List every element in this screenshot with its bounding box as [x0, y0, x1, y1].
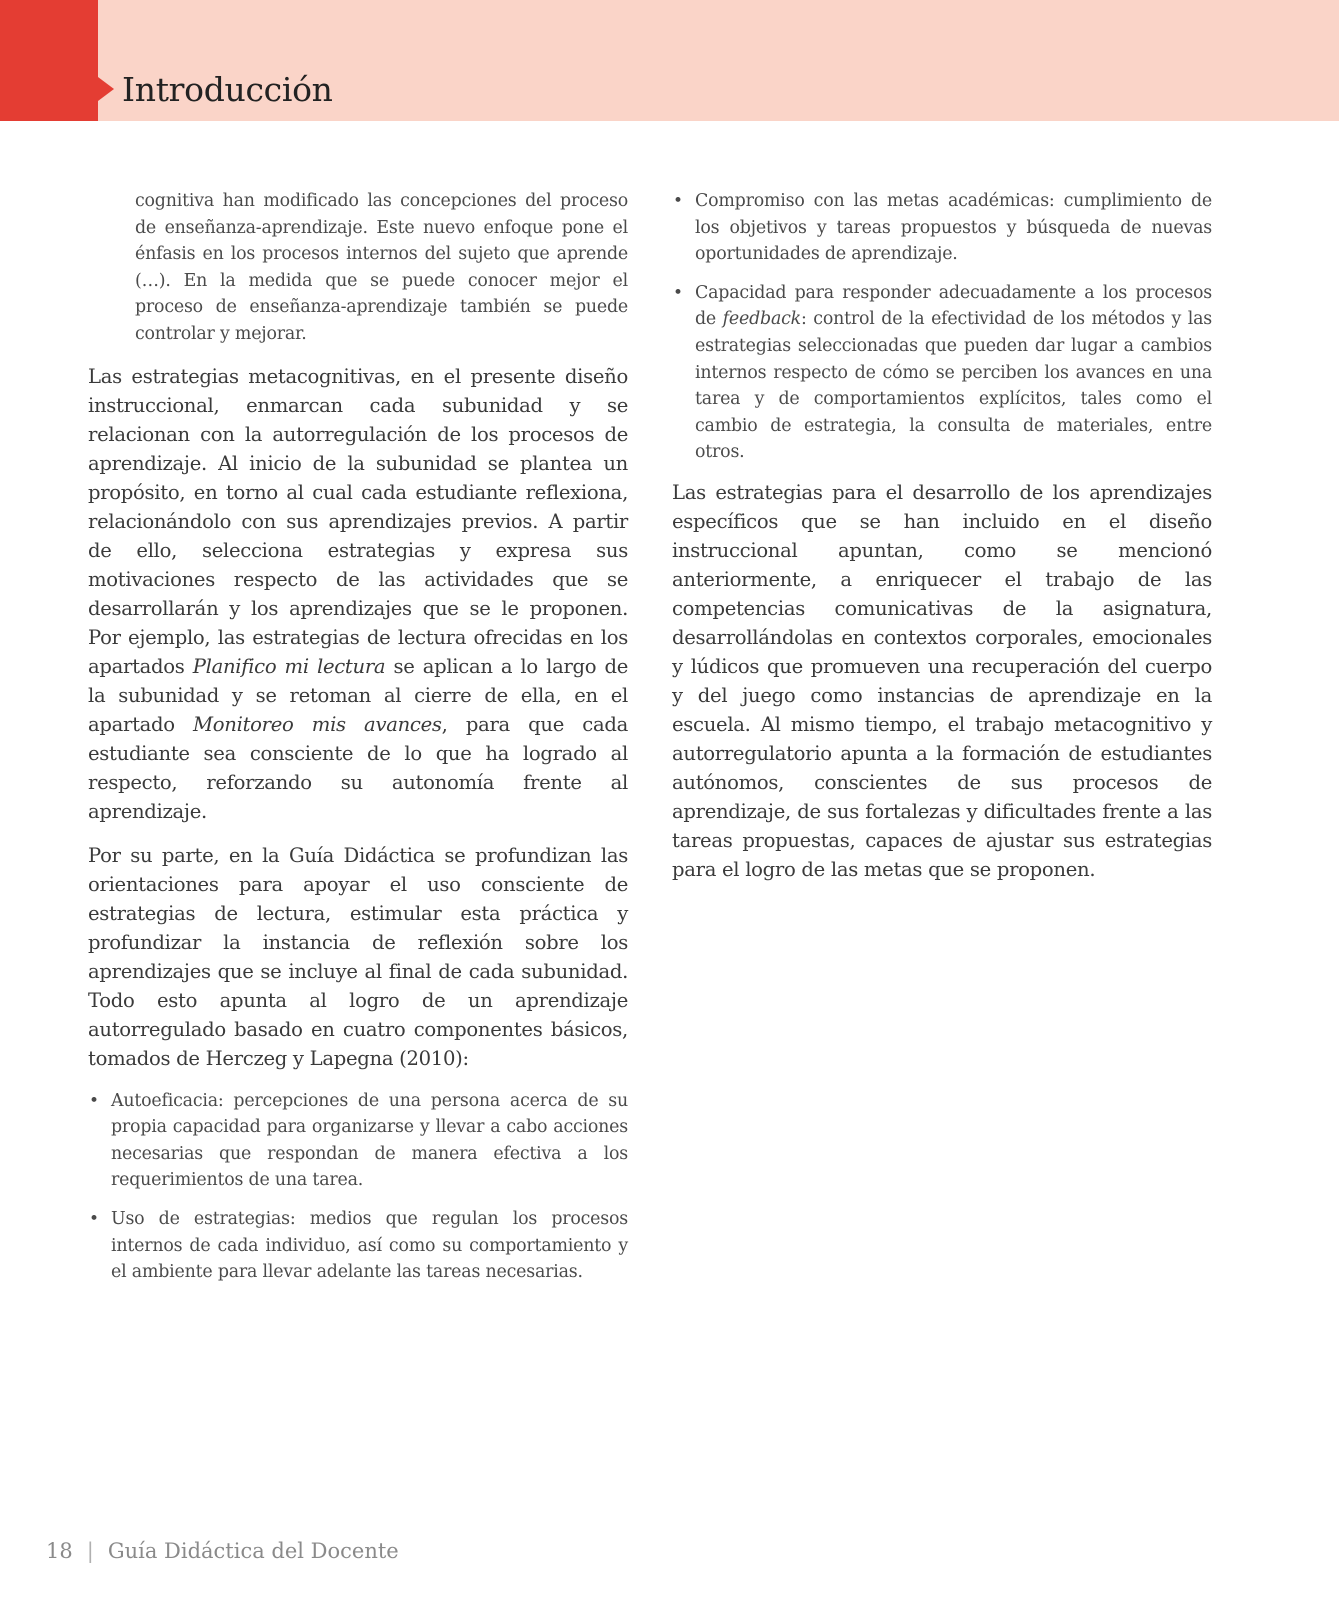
page-footer: [46, 1536, 399, 1566]
paragraph-specific-learning: Las estrategias para el desarrollo de los aprendizajes específicos que se han incluido en el diseño instruccional apuntan, como se mencionó anteriormente, a enriquecer el trabajo de las competencias comunicativas de la asignatura, desarrollándolas en contextos corporales, emocionales y lúdicos que promueven una recuperación del cuerpo y del juego como instancias de aprendizaje en la escuela. Al mismo tiempo, el trabajo metacognitivo y autorregulatorio apunta a la formación de estudiantes autónomos, conscientes de sus procesos de aprendizaje, de sus fortalezas y dificultades frente a las tareas propuestas, capaces de ajustar sus estrategias para el logro de las metas que se proponen.: [672, 480, 1212, 881]
paragraph-text: se aplican a lo largo de la subunidad y se retoman al cierre de ella, en el apartado: [88, 654, 628, 736]
component-list-continued: [672, 188, 1212, 466]
paragraph-metacognitive-strategies: [88, 362, 628, 826]
header-accent-tab: [0, 0, 98, 121]
list-item: [88, 1088, 628, 1194]
page-title: Introducción: [122, 70, 333, 109]
paragraph-text: Las estrategias metacognitivas, en el presente diseño instruccional, enmarcan cada subunidad y se relacionan con la autorregulación de los procesos de aprendizaje. Al inicio de la subunidad se plantea un propósito, en torno al cual cada estudiante reflexiona, relacionándolo con sus aprendizajes previos. A partir de ello, selecciona estrategias y expresa sus motivaciones respecto de las actividades que se desarrollarán y los aprendizajes que se le proponen. Por ejemplo, las estrategias de lectura ofrecidas en los apartados: [88, 364, 628, 678]
paragraph-text: , para que cada estudiante sea consciente de lo que ha logrado al respecto, reforzando su autonomía frente al aprendizaje.: [88, 712, 628, 823]
book-title: Guía Didáctica del Docente: [107, 1539, 399, 1563]
list-item-text: : control de la efectividad de los métodos y las estrategias seleccionadas que pueden dar lugar a cambios internos respecto de cómo se perciben los avances en una tarea y de comportamientos explícitos, tales como el cambio de estrategia, la consulta de materiales, entre otros.: [695, 309, 1212, 463]
bullet-icon: •: [89, 1090, 99, 1111]
page-number: 18: [46, 1539, 73, 1563]
bullet-icon: •: [89, 1208, 99, 1229]
footer-separator: |: [86, 1539, 94, 1563]
bullet-icon: •: [673, 282, 683, 303]
italic-section-name: Planifico mi lectura: [192, 654, 386, 678]
right-column: [672, 188, 1212, 899]
list-item: [88, 1206, 628, 1286]
list-item-text: Autoeficacia: percepciones de una persona acerca de su propia capacidad para organizarse y llevar a cabo acciones necesarias que respondan de manera efectiva a los requerimientos de una tarea.: [111, 1090, 628, 1191]
bullet-icon: •: [673, 191, 683, 211]
italic-term: feedback: [722, 309, 801, 330]
paragraph-teaching-guide: Por su parte, en la Guía Didáctica se profundizan las orientaciones para apoyar el uso consciente de estrategias de lectura, estimular esta práctica y profundizar la instancia de reflexión sobre los aprendizajes que se incluye al final de cada subunidad. Todo esto apunta al logro de un aprendizaje autorregulado basado en cuatro componentes básicos, tomados de Herczeg y Lapegna (2010):: [88, 843, 628, 1070]
italic-section-name: Monitoreo mis avances: [193, 712, 442, 736]
list-item-text: Compromiso con las metas académicas: cumplimiento de los objetivos y tareas propuestos y búsqueda de nuevas oportunidades de aprendizaje.: [695, 191, 1212, 265]
component-list: [88, 1088, 628, 1286]
block-quote: cognitiva han modificado las concepciones del proceso de enseñanza-aprendizaje. Este nuevo enfoque pone el énfasis en los procesos internos del sujeto que aprende (…). En la medida que se puede conocer mejor el proceso de enseñanza-aprendizaje también se puede controlar y mejorar.: [135, 191, 628, 344]
list-item: [672, 280, 1212, 466]
list-item-text: Uso de estrategias: medios que regulan los procesos internos de cada individuo, así como su comportamiento y el ambiente para llevar adelante las tareas necesarias.: [111, 1208, 628, 1283]
list-item-text: Capacidad para responder adecuadamente a los procesos de: [695, 282, 1212, 330]
list-item: [672, 188, 1212, 268]
left-column: [88, 188, 628, 1298]
header-arrow-icon: [98, 77, 114, 101]
